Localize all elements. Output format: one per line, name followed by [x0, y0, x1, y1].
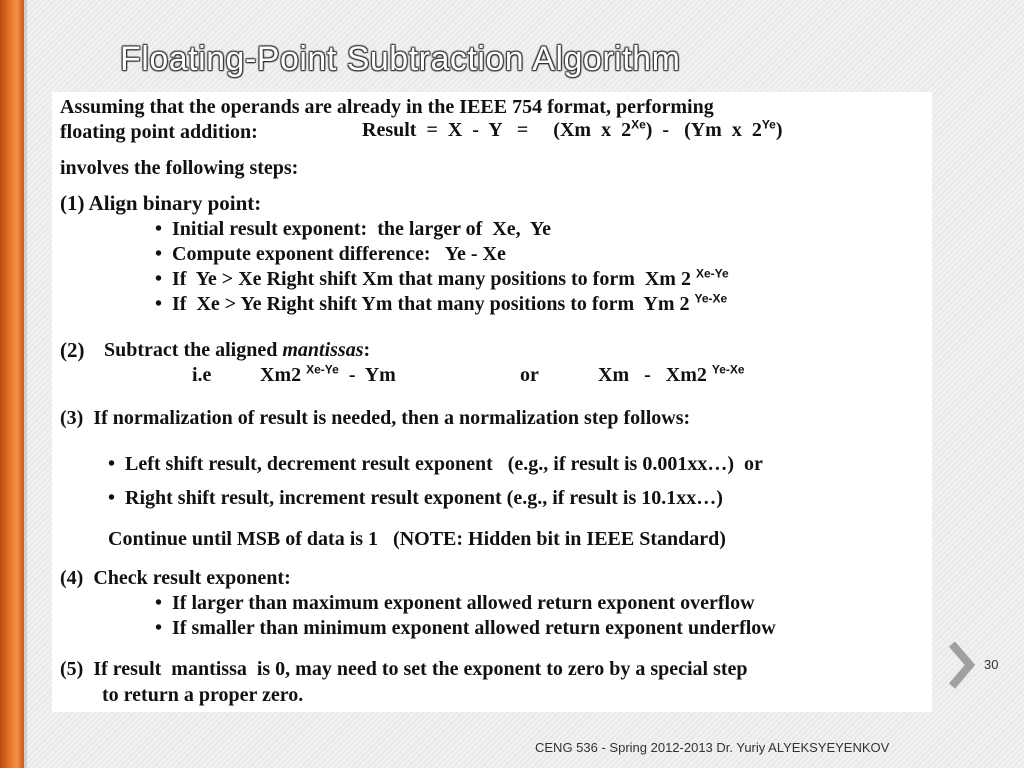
step3-bullet-2: • Right shift result, increment result exponent (e.g., if result is 10.1xx…) [108, 487, 723, 509]
step4-bullet-2: • If smaller than minimum exponent allowed return exponent underflow [155, 617, 776, 639]
step1-bullet-1: • Initial result exponent: the larger of Xe, Ye [155, 218, 552, 240]
step2-number: (2) [60, 338, 85, 362]
step1-bullet-2: • Compute exponent difference: Ye - Xe [155, 243, 506, 265]
step4-bullet-1: • If larger than maximum exponent allowed return exponent overflow [155, 592, 755, 614]
step1-bullet-4: • If Xe > Ye Right shift Ym that many positions to form Ym 2 $^{Ye-Xe}$ [155, 291, 728, 315]
step2-ie: i.e [192, 364, 212, 386]
slide-footer: CENG 536 - Spring 2012-2013 Dr. Yuriy ALYEKSYEYENKOV [535, 740, 890, 755]
step5-line-1: (5) If result mantissa is 0, may need to set the exponent to zero by a special step [60, 658, 748, 680]
intro-line-3: involves the following steps: [60, 157, 299, 179]
step2-expression-2: Xm - Xm2 $^{Ye-Xe}$ [598, 362, 745, 386]
step1-bullet-3: • If Ye > Xe Right shift Xm that many positions to form Xm 2 $^{Xe-Ye}$ [155, 266, 729, 290]
step3-bullet-1: • Left shift result, decrement result exponent (e.g., if result is 0.001xx…) or [108, 453, 763, 475]
step2-expression-1: Xm2 $^{Xe-Ye}$ - Ym [260, 362, 396, 386]
step2-or: or [520, 364, 539, 386]
page-number: 30 [984, 657, 999, 672]
slide-content [52, 92, 932, 712]
step4-title: (4) Check result exponent: [60, 567, 291, 589]
step1-title: (1) Align binary point: [60, 191, 262, 215]
step2-title: Subtract the aligned mantissas: [104, 339, 371, 361]
slide-title: Floating-Point Subtraction Algorithm [120, 40, 681, 78]
intro-line-2: floating point addition: [60, 121, 258, 143]
result-formula: Result = X - Y = (Xm x $2^{Xe}) - (Ym$ x $2^{Ye}$) [362, 117, 783, 141]
intro-line-1: Assuming that the operands are already in the IEEE 754 format, performing [60, 96, 714, 118]
step5-line-2: to return a proper zero. [102, 684, 304, 706]
step3-note: Continue until MSB of data is 1 (NOTE: Hidden bit in IEEE Standard) [108, 528, 726, 550]
chevron-right-icon[interactable] [946, 640, 976, 690]
accent-bar [0, 0, 24, 768]
step3-title: (3) If normalization of result is needed, then a normalization step follows: [60, 407, 691, 429]
